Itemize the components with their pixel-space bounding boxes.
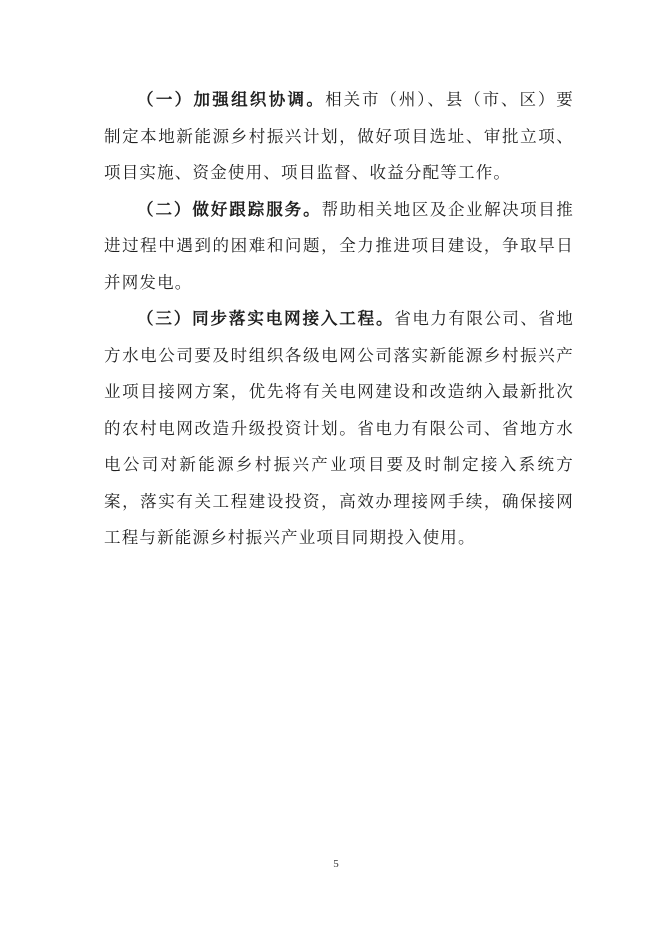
paragraph-text: 省电力有限公司、省地方水电公司要及时组织各级电网公司落实新能源乡村振兴产业项目接网方案，优先将有关电网建设和改造纳入最新批次的农村电网改造升级投资计划。省电力有限公司、省地方水电公司对新能源乡村振兴产业项目要及时制定接入系统方案，落实有关工程建设投资，高效办理接网手续，确保接网工程与新能源乡村振兴产业项目同期投入使用。: [104, 309, 575, 547]
paragraph-heading: （三）同步落实电网接入工程。: [137, 309, 395, 328]
paragraph-heading: （二）做好跟踪服务。: [137, 199, 322, 219]
paragraph-text: 相关市（州）、县（市、区）要制定本地新能源乡村振兴计划，做好项目选址、审批立项、项目实施、资金使用、项目监督、收益分配等工作。: [104, 90, 574, 182]
paragraph-heading: （一）加强组织协调。: [137, 90, 326, 109]
document-body: [104, 82, 574, 557]
paragraph-text: 帮助相关地区及企业解决项目推进过程中遇到的困难和问题，全力推进项目建设，争取早日并网发电。: [104, 199, 574, 292]
paragraph-organization-coordination: [104, 82, 574, 192]
paragraph-tracking-service: [104, 192, 574, 302]
page-number: 5: [333, 858, 339, 870]
paragraph-grid-access: [104, 301, 574, 557]
